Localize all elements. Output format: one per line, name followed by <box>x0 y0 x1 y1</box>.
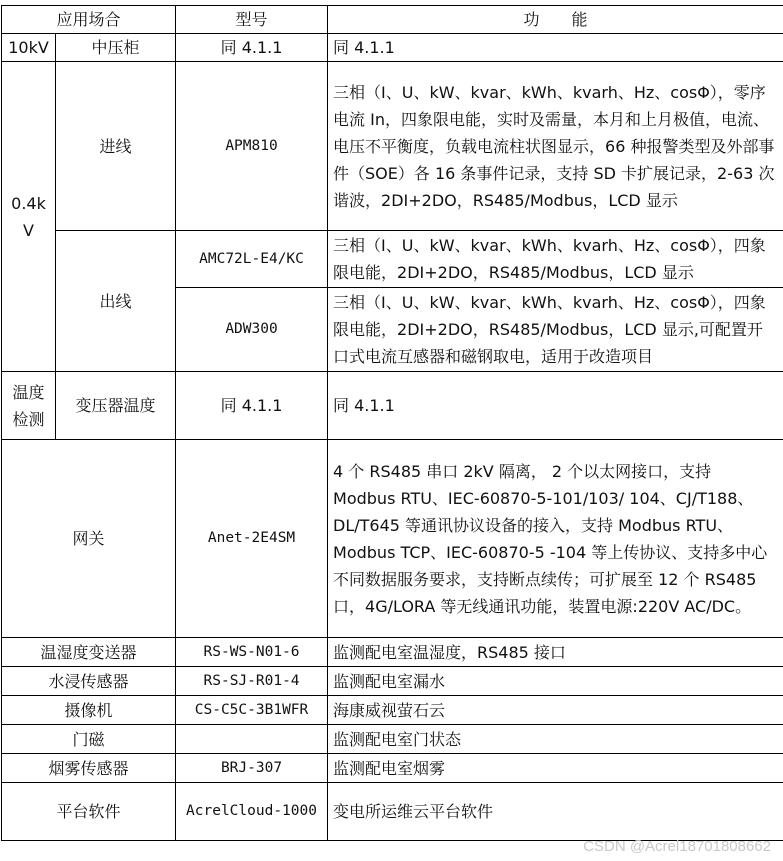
model-cell: RS-WS-N01-6 <box>176 638 328 667</box>
table-row <box>2 783 783 841</box>
scene-cell: 摄像机 <box>2 696 176 725</box>
sub-scene-cell: 变压器温度 <box>56 372 176 440</box>
table-row <box>2 725 783 754</box>
table-row <box>2 754 783 783</box>
sub-scene-cell: 进线 <box>56 62 176 231</box>
function-cell: 同 4.1.1 <box>328 372 783 440</box>
table-row <box>2 231 783 288</box>
scene-cell: 烟雾传感器 <box>2 754 176 783</box>
table-row <box>2 62 783 231</box>
model-cell: RS-SJ-R01-4 <box>176 667 328 696</box>
sub-scene-cell: 出线 <box>56 231 176 372</box>
scene-cell: 门磁 <box>2 725 176 754</box>
table-row <box>2 372 783 440</box>
table-row <box>2 638 783 667</box>
model-cell: 同 4.1.1 <box>176 372 328 440</box>
function-cell: 监测配电室门状态 <box>328 725 783 754</box>
scene-cell: 平台软件 <box>2 783 176 841</box>
function-cell: 三相（I、U、kW、kvar、kWh、kvarh、Hz、cosΦ），四象限电能，2DI+2DO，RS485/Modbus，LCD 显示,可配置开口式电流互感器和磁钢取电，适用于改造项目 <box>328 288 783 372</box>
model-cell: 同 4.1.1 <box>176 34 328 62</box>
table-row <box>2 440 783 638</box>
scene-cell: 温度检测 <box>2 372 56 440</box>
device-spec-table <box>1 5 783 841</box>
model-cell: AMC72L-E4/KC <box>176 231 328 288</box>
scene-cell: 10kV <box>2 34 56 62</box>
model-cell: APM810 <box>176 62 328 231</box>
model-cell: Anet-2E4SM <box>176 440 328 638</box>
function-cell: 海康威视萤石云 <box>328 696 783 725</box>
sub-scene-cell: 中压柜 <box>56 34 176 62</box>
table-row <box>2 696 783 725</box>
function-cell: 变电所运维云平台软件 <box>328 783 783 841</box>
csdn-watermark: CSDN @Acrel18701808662 <box>583 838 771 855</box>
header-scene: 应用场合 <box>2 6 176 34</box>
table-header-row <box>2 6 783 34</box>
function-cell: 监测配电室烟雾 <box>328 754 783 783</box>
function-cell: 4 个 RS485 串口 2kV 隔离， 2 个以太网接口，支持 Modbus RTU、IEC-60870-5-101/103/ 104、CJ/T188、DL/T645 等通讯协议设备的接入，支持 Modbus RTU、Modbus TCP、IEC-60870-5 -104 等上传协议、支持多中心不同数据服务要求，支持断点续传；可扩展至 12 个 RS485 口，4G/LORA 等无线通讯功能，装置电源:220V AC/DC。 <box>328 440 783 638</box>
model-cell: CS-C5C-3B1WFR <box>176 696 328 725</box>
function-cell: 监测配电室漏水 <box>328 667 783 696</box>
function-cell: 三相（I、U、kW、kvar、kWh、kvarh、Hz、cosΦ），零序电流 In，四象限电能，实时及需量，本月和上月极值，电流、电压不平衡度，负载电流柱状图显示，66 种报警类型及外部事件（SOE）各 16 条事件记录，支持 SD 卡扩展记录，2-63 次谐波，2DI+2DO，RS485/Modbus，LCD 显示 <box>328 62 783 231</box>
table-row <box>2 34 783 62</box>
model-cell: AcrelCloud-1000 <box>176 783 328 841</box>
scene-cell: 0.4k V <box>2 62 56 372</box>
scene-cell: 网关 <box>2 440 176 638</box>
model-cell: BRJ-307 <box>176 754 328 783</box>
model-cell <box>176 725 328 754</box>
model-cell: ADW300 <box>176 288 328 372</box>
scene-cell: 水浸传感器 <box>2 667 176 696</box>
function-cell: 同 4.1.1 <box>328 34 783 62</box>
table-row <box>2 667 783 696</box>
header-function: 功 能 <box>328 6 783 34</box>
function-cell: 三相（I、U、kW、kvar、kWh、kvarh、Hz、cosΦ），四象限电能，2DI+2DO，RS485/Modbus，LCD 显示 <box>328 231 783 288</box>
function-cell: 监测配电室温湿度，RS485 接口 <box>328 638 783 667</box>
header-model: 型号 <box>176 6 328 34</box>
scene-cell: 温湿度变送器 <box>2 638 176 667</box>
